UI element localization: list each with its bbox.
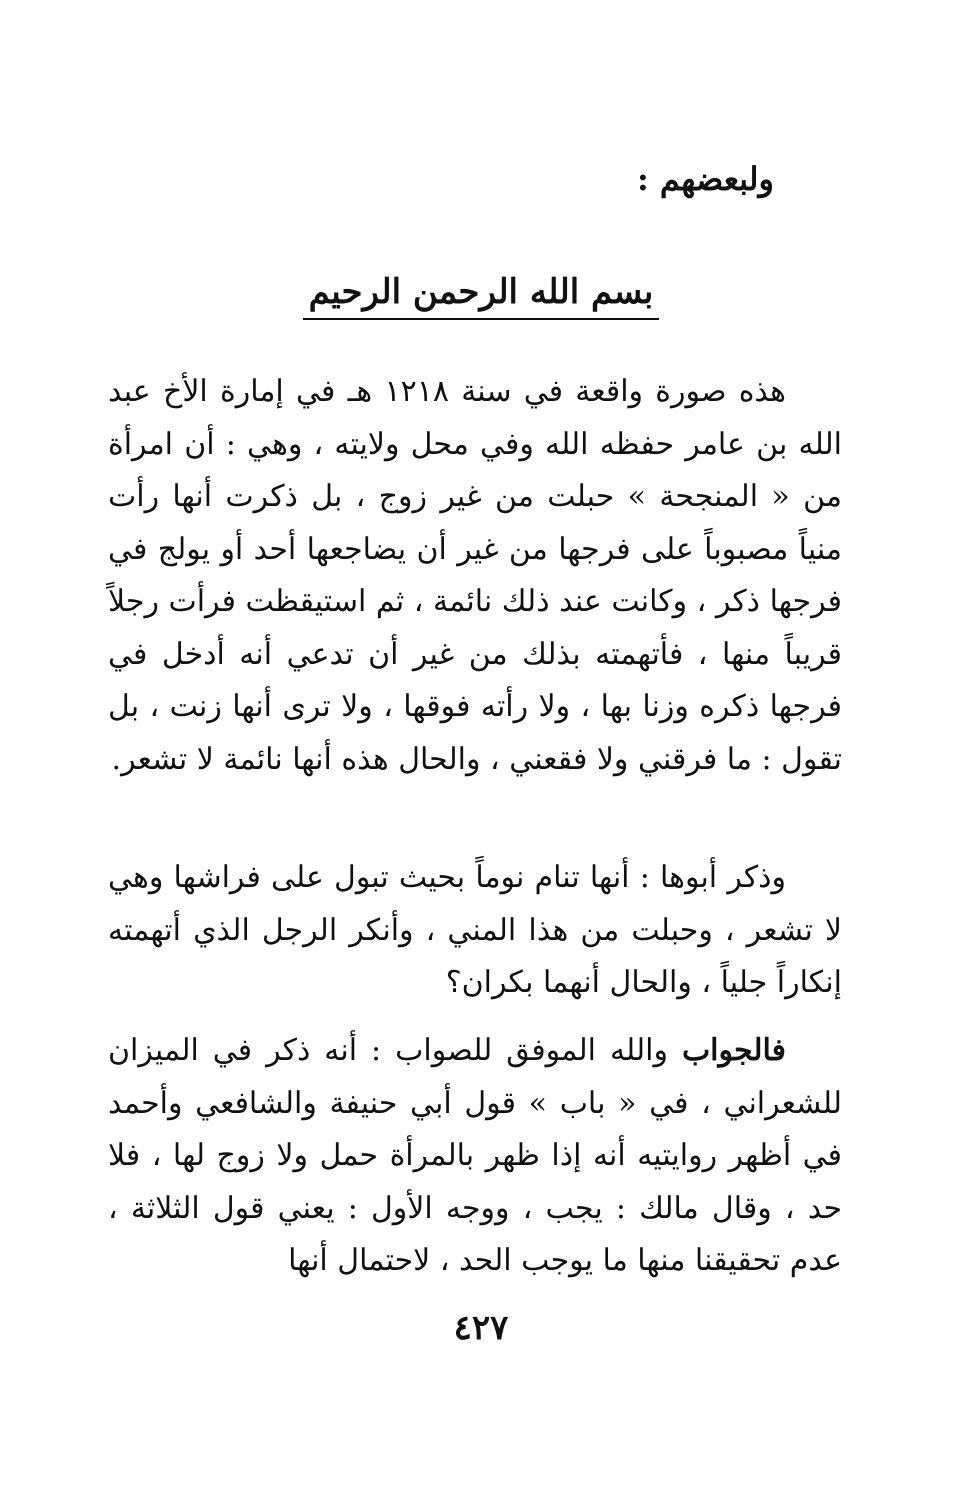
paragraph-2	[108, 852, 842, 1010]
page-number: ٤٢٧	[453, 1308, 509, 1348]
paragraph-2-text: وذكر أبوها : أنها تنام نوماً بحيث تبول على فراشها وهي لا تشعر ، وحبلت من هذا المني ، وأنكر الرجل الذي أتهمته إنكاراً جلياً ، والحال أنهما بكران؟	[108, 860, 842, 1000]
section-heading: ولبعضهم :	[636, 160, 774, 198]
paragraph-3-text	[108, 1025, 842, 1288]
basmala-text: بسم الله الرحمن الرحيم	[303, 272, 660, 320]
paragraph-3	[108, 1025, 842, 1288]
answer-lead-word: فالجواب	[681, 1033, 786, 1068]
answer-text: والله الموفق للصواب : أنه ذكر في الميزان للشعراني ، في « باب » قول أبي حنيفة والشافعي وأحمد في أظهر روايتيه أنه إذا ظهر بالمرأة حمل ولا زوج لها ، فلا حد ، وقال مالك : يجب ، ووجه الأول : يعني قول الثلاثة ، عدم تحقيقنا منها ما يوجب الحد ، لاحتمال أنها	[108, 1033, 842, 1278]
paragraph-1	[108, 366, 842, 786]
basmala-block	[0, 272, 962, 320]
paragraph-1-text: هذه صورة واقعة في سنة ١٢١٨ هـ في إمارة الأخ عبد الله بن عامر حفظه الله وفي محل ولايته ، وهي : أن امرأة من « المنجحة » حبلت من غير زوج ، بل ذكرت أنها رأت منياً مصبوباً على فرجها من غير أن يضاجعها أحد أو يولج في فرجها ذكر ، وكانت عند ذلك نائمة ، ثم استيقظت فرأت رجلاً قريباً منها ، فأتهمته بذلك من غير أن تدعي أنه أدخل في فرجها ذكره وزنا بها ، ولا رأته فوقها ، ولا ترى أنها زنت ، بل تقول : ما فرقني ولا فقعني ، والحال هذه أنها نائمة لا تشعر.	[108, 374, 842, 777]
